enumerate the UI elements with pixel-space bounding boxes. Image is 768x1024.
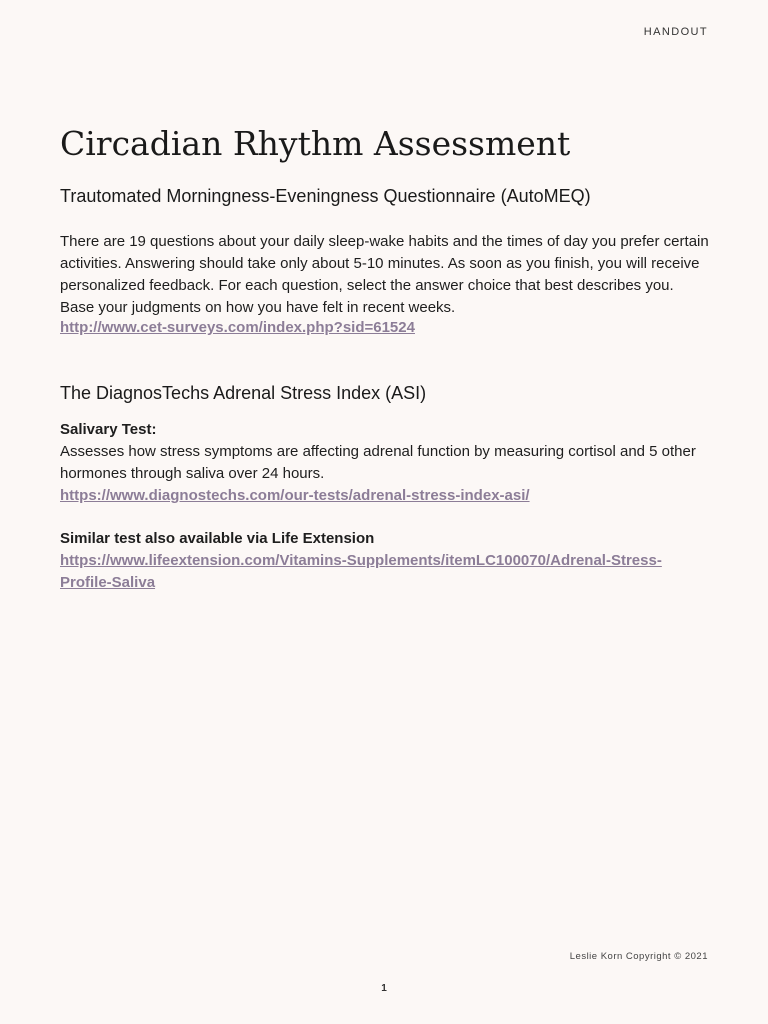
similar-test-label: Similar test also available via Life Extension [60, 530, 375, 547]
page-number: 1 [381, 983, 387, 994]
automeq-link-paragraph [60, 317, 710, 339]
salivary-test-label: Salivary Test: [60, 421, 157, 438]
automeq-link[interactable]: http://www.cet-surveys.com/index.php?sid=61524 [60, 319, 415, 336]
life-extension-paragraph [60, 528, 710, 594]
copyright-notice: Leslie Korn Copyright © 2021 [569, 951, 708, 962]
asi-description: Assesses how stress symptoms are affecting adrenal function by measuring cortisol and 5 other hormones through saliva over 24 hours. [60, 443, 696, 482]
section-heading-automeq: Trautomated Morningness-Eveningness Questionnaire (AutoMEQ) [60, 186, 591, 206]
section-heading-asi: The DiagnosTechs Adrenal Stress Index (ASI) [60, 383, 427, 403]
automeq-description: There are 19 questions about your daily sleep-wake habits and the times of day you prefer certain activities. Answering should take only about 5-10 minutes. As soon as you finish, you will receive personalized feedback. For each question, select the answer choice that best describes you. Base your judgments on how you have felt in recent weeks. [60, 233, 709, 316]
page-title: Circadian Rhythm Assessment [60, 124, 571, 163]
handout-label: HANDOUT [643, 26, 708, 38]
asi-paragraph [60, 419, 710, 507]
life-extension-link[interactable]: https://www.lifeextension.com/Vitamins-Supplements/itemLC100070/Adrenal-Stress-Profile-Saliva [60, 552, 662, 591]
asi-link[interactable]: https://www.diagnostechs.com/our-tests/adrenal-stress-index-asi/ [60, 487, 530, 504]
